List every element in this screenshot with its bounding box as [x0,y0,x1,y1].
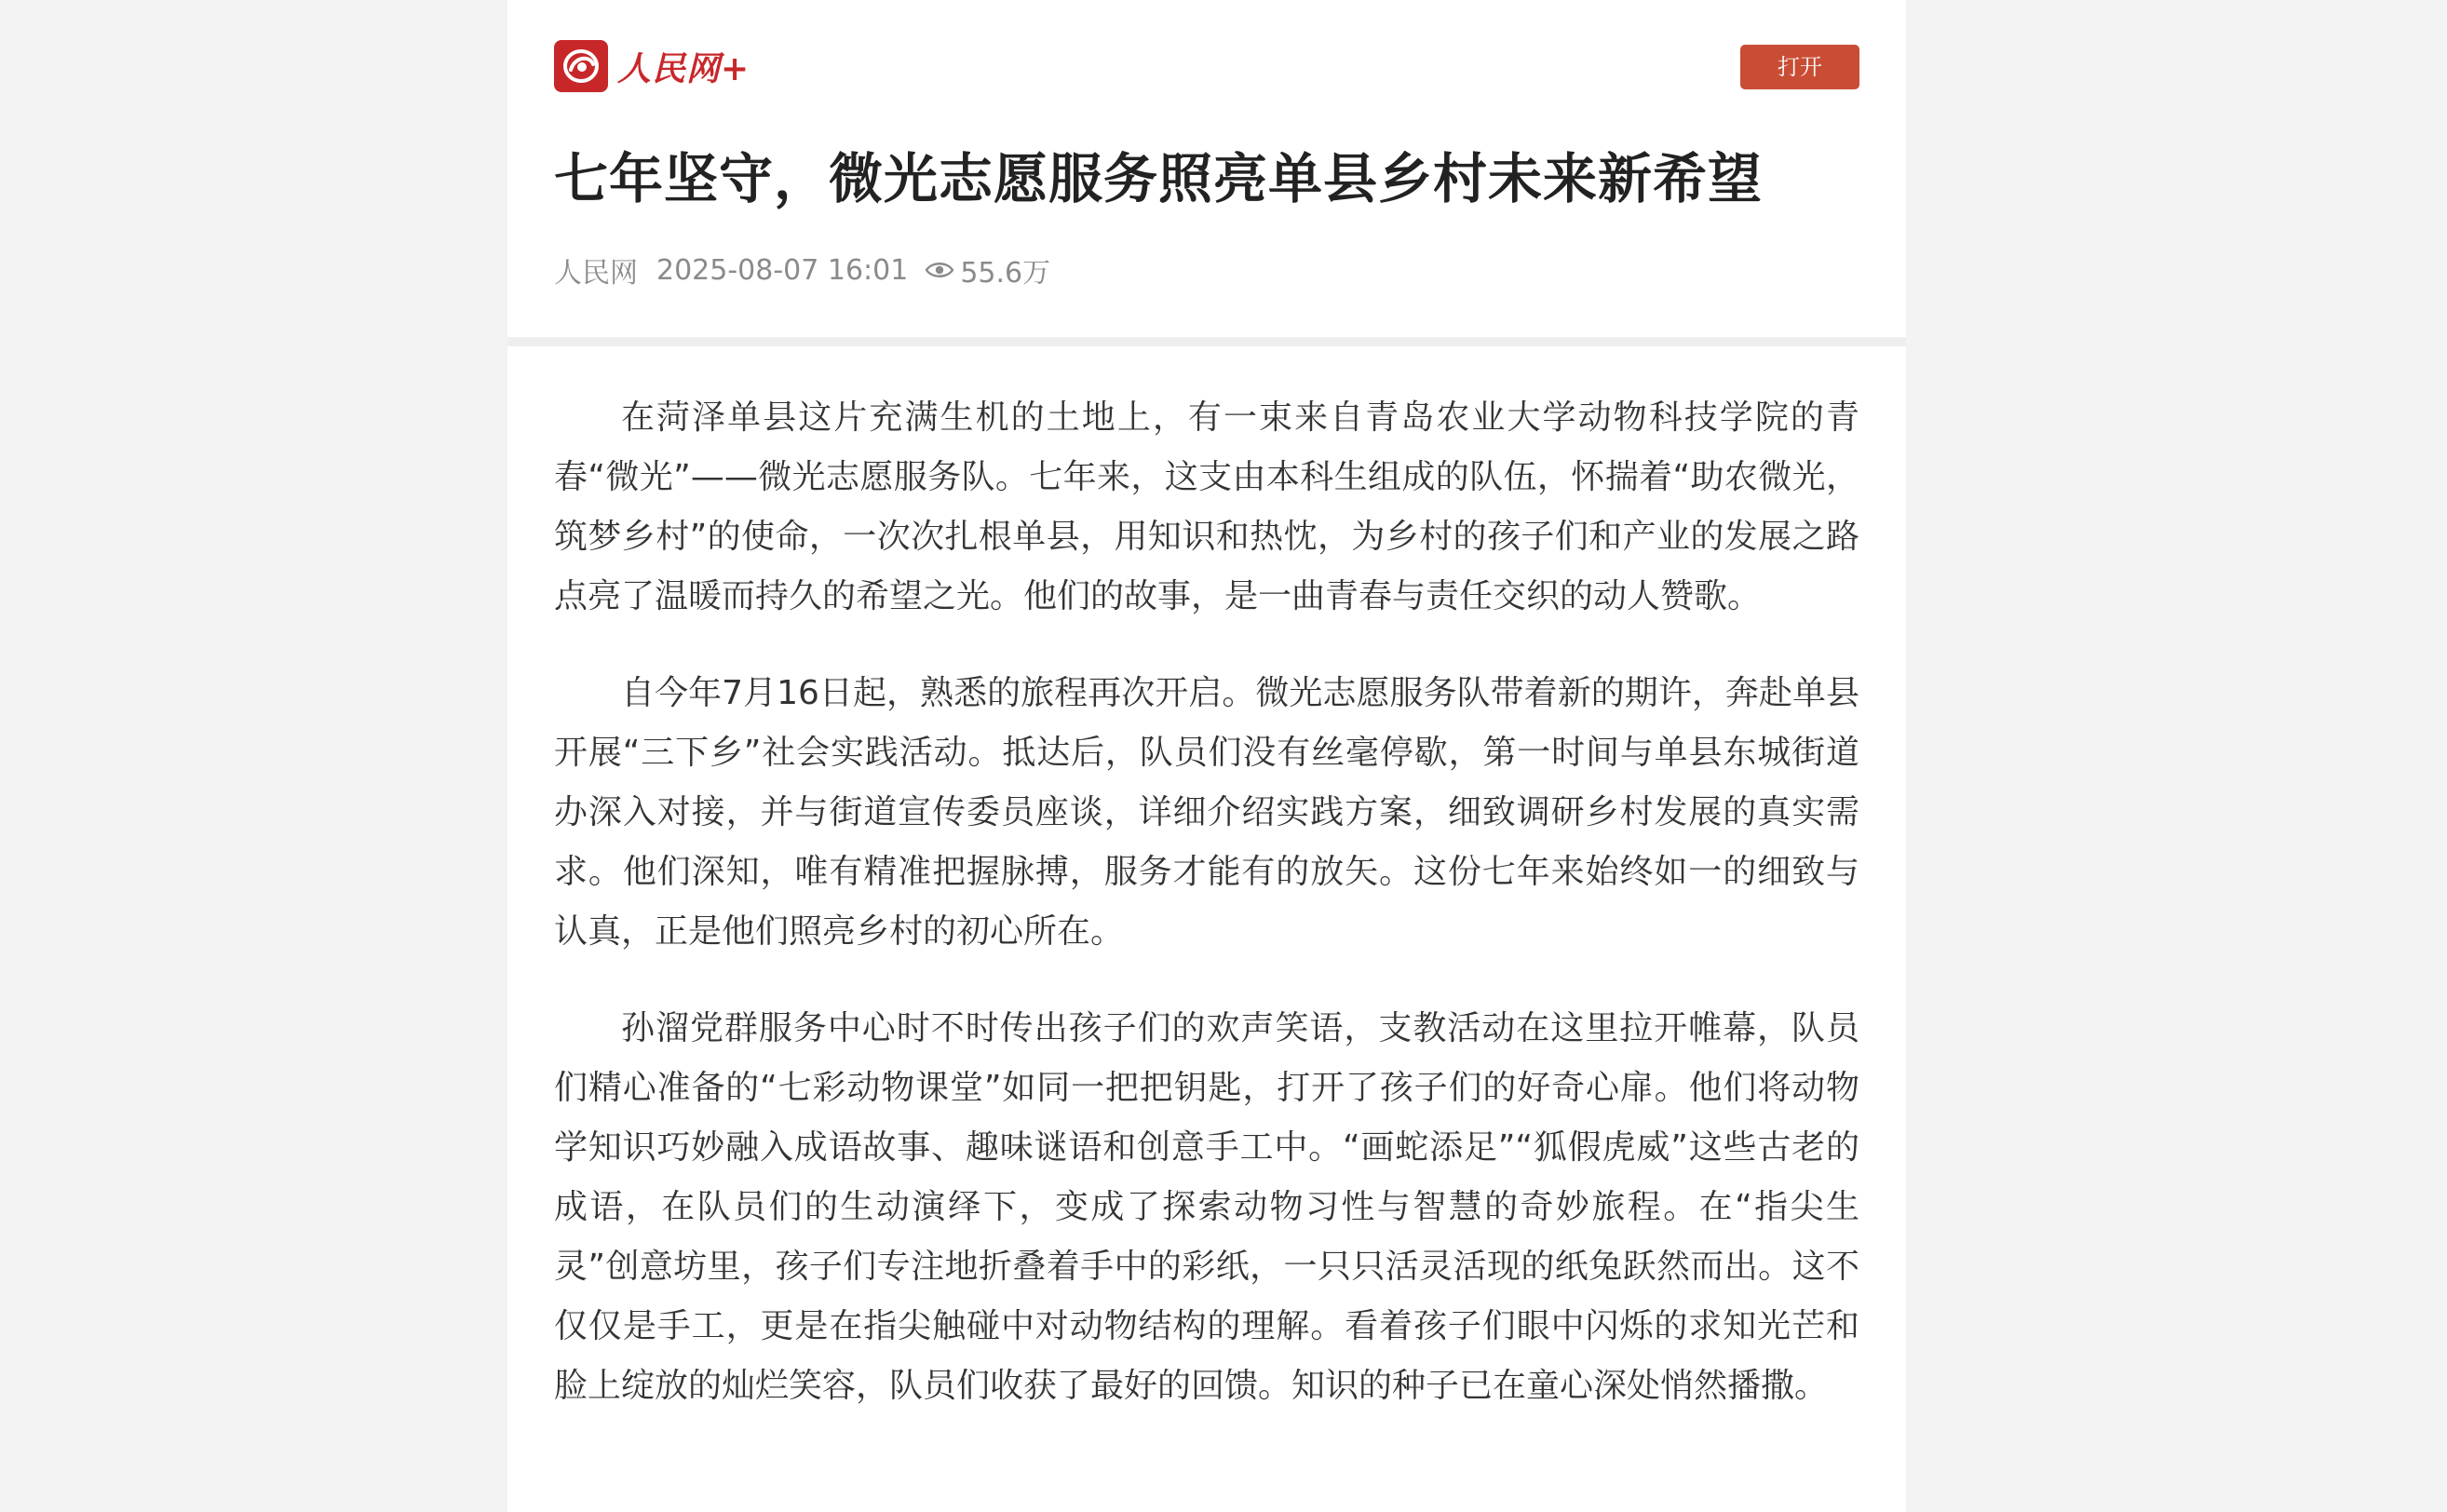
article-title: 七年坚守，微光志愿服务照亮单县乡村未来新希望 [554,147,1764,210]
eye-icon [925,260,954,280]
section-divider [507,337,1906,346]
article-column [507,0,1906,1512]
article-paragraph: 自今年7月16日起，熟悉的旅程再次开启。微光志愿服务队带着新的期许，奔赴单县开展“三下乡”社会实践活动。抵达后，队员们没有丝毫停歇，第一时间与单县东城街道办深入对接，并与街道宣传委员座谈，详细介绍实践方案，细致调研乡村发展的真实需求。他们深知，唯有精准把握脉搏，服务才能有的放矢。这份七年来始终如一的细致与认真，正是他们照亮乡村的初心所在。 [554,674,1859,951]
logo-text: 人民网+ [617,48,750,88]
site-logo[interactable] [554,40,750,92]
view-count [925,250,1050,290]
view-count-value: 55.6万 [960,257,1051,290]
article-body [507,346,1906,1416]
open-app-button[interactable]: 打开 [1740,45,1859,89]
article-datetime: 2025-08-07 16:01 [656,253,909,287]
article-meta [554,251,1050,289]
article-paragraph: 孙溜党群服务中心时不时传出孩子们的欢声笑语，支教活动在这里拉开帷幕，队员们精心准备的“七彩动物课堂”如同一把把钥匙，打开了孩子们的好奇心扉。他们将动物学知识巧妙融入成语故事、趣味谜语和创意手工中。“画蛇添足”“狐假虎威”这些古老的成语，在队员们的生动演绎下，变成了探索动物习性与智慧的奇妙旅程。在“指尖生灵”创意坊里，孩子们专注地折叠着手中的彩纸，一只只活灵活现的纸兔跃然而出。这不仅仅是手工，更是在指尖触碰中对动物结构的理解。看着孩子们眼中闪烁的求知光芒和脸上绽放的灿烂笑容，队员们收获了最好的回馈。知识的种子已在童心深处悄然播撒。 [554,1009,1859,1405]
people-daily-logo-icon [554,40,608,92]
article-paragraph: 在菏泽单县这片充满生机的土地上，有一束来自青岛农业大学动物科技学院的青春“微光”——微光志愿服务队。七年来，这支由本科生组成的队伍，怀揣着“助农微光，筑梦乡村”的使命，一次次扎根单县，用知识和热忱，为乡村的孩子们和产业的发展之路点亮了温暖而持久的希望之光。他们的故事，是一曲青春与责任交织的动人赞歌。 [554,398,1859,615]
article-source: 人民网 [554,257,638,290]
article-header [507,0,1906,337]
